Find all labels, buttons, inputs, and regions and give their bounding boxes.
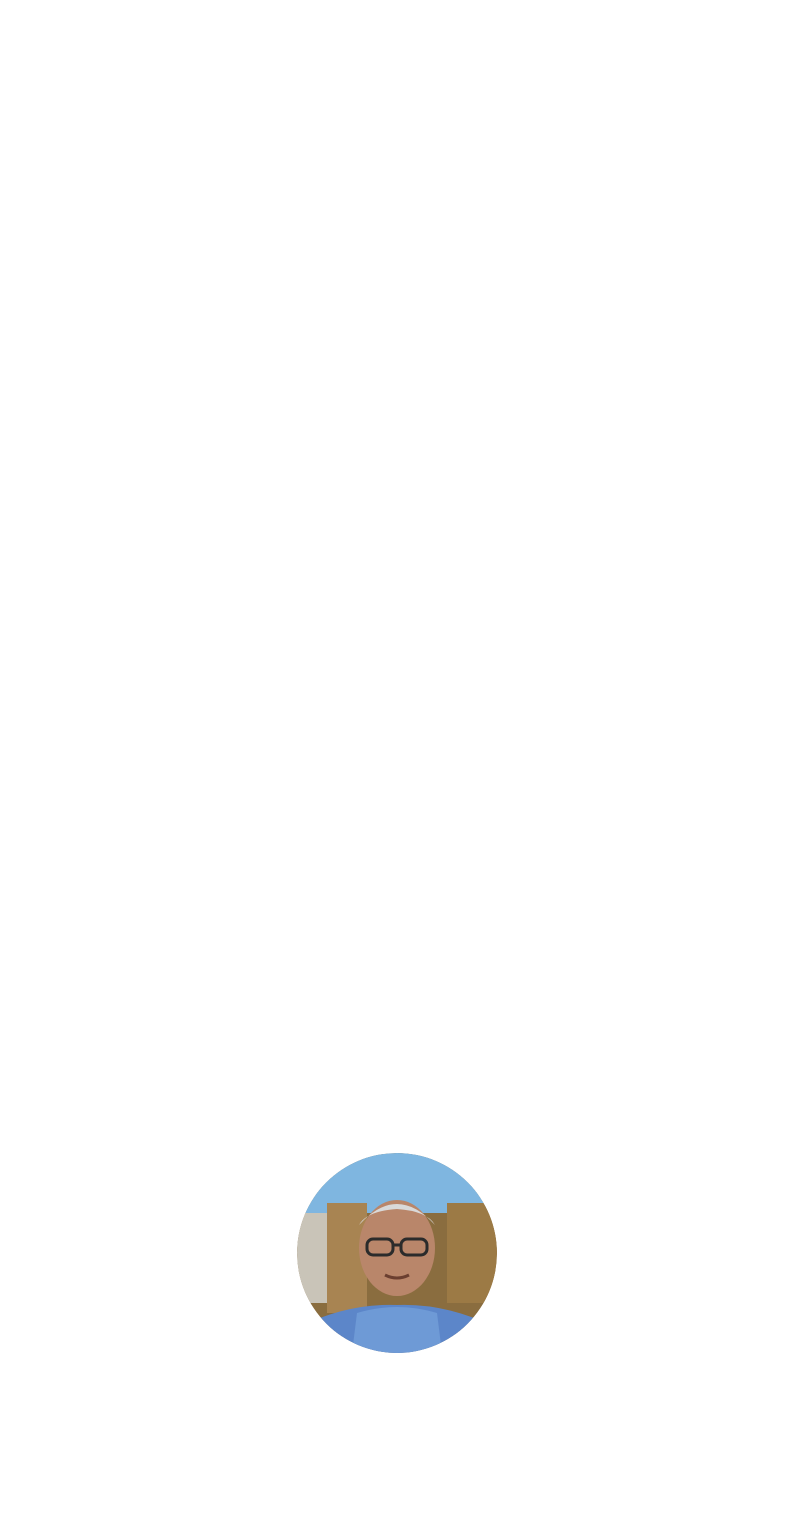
author-avatar	[297, 1153, 497, 1353]
author-photo-image	[297, 1153, 497, 1353]
